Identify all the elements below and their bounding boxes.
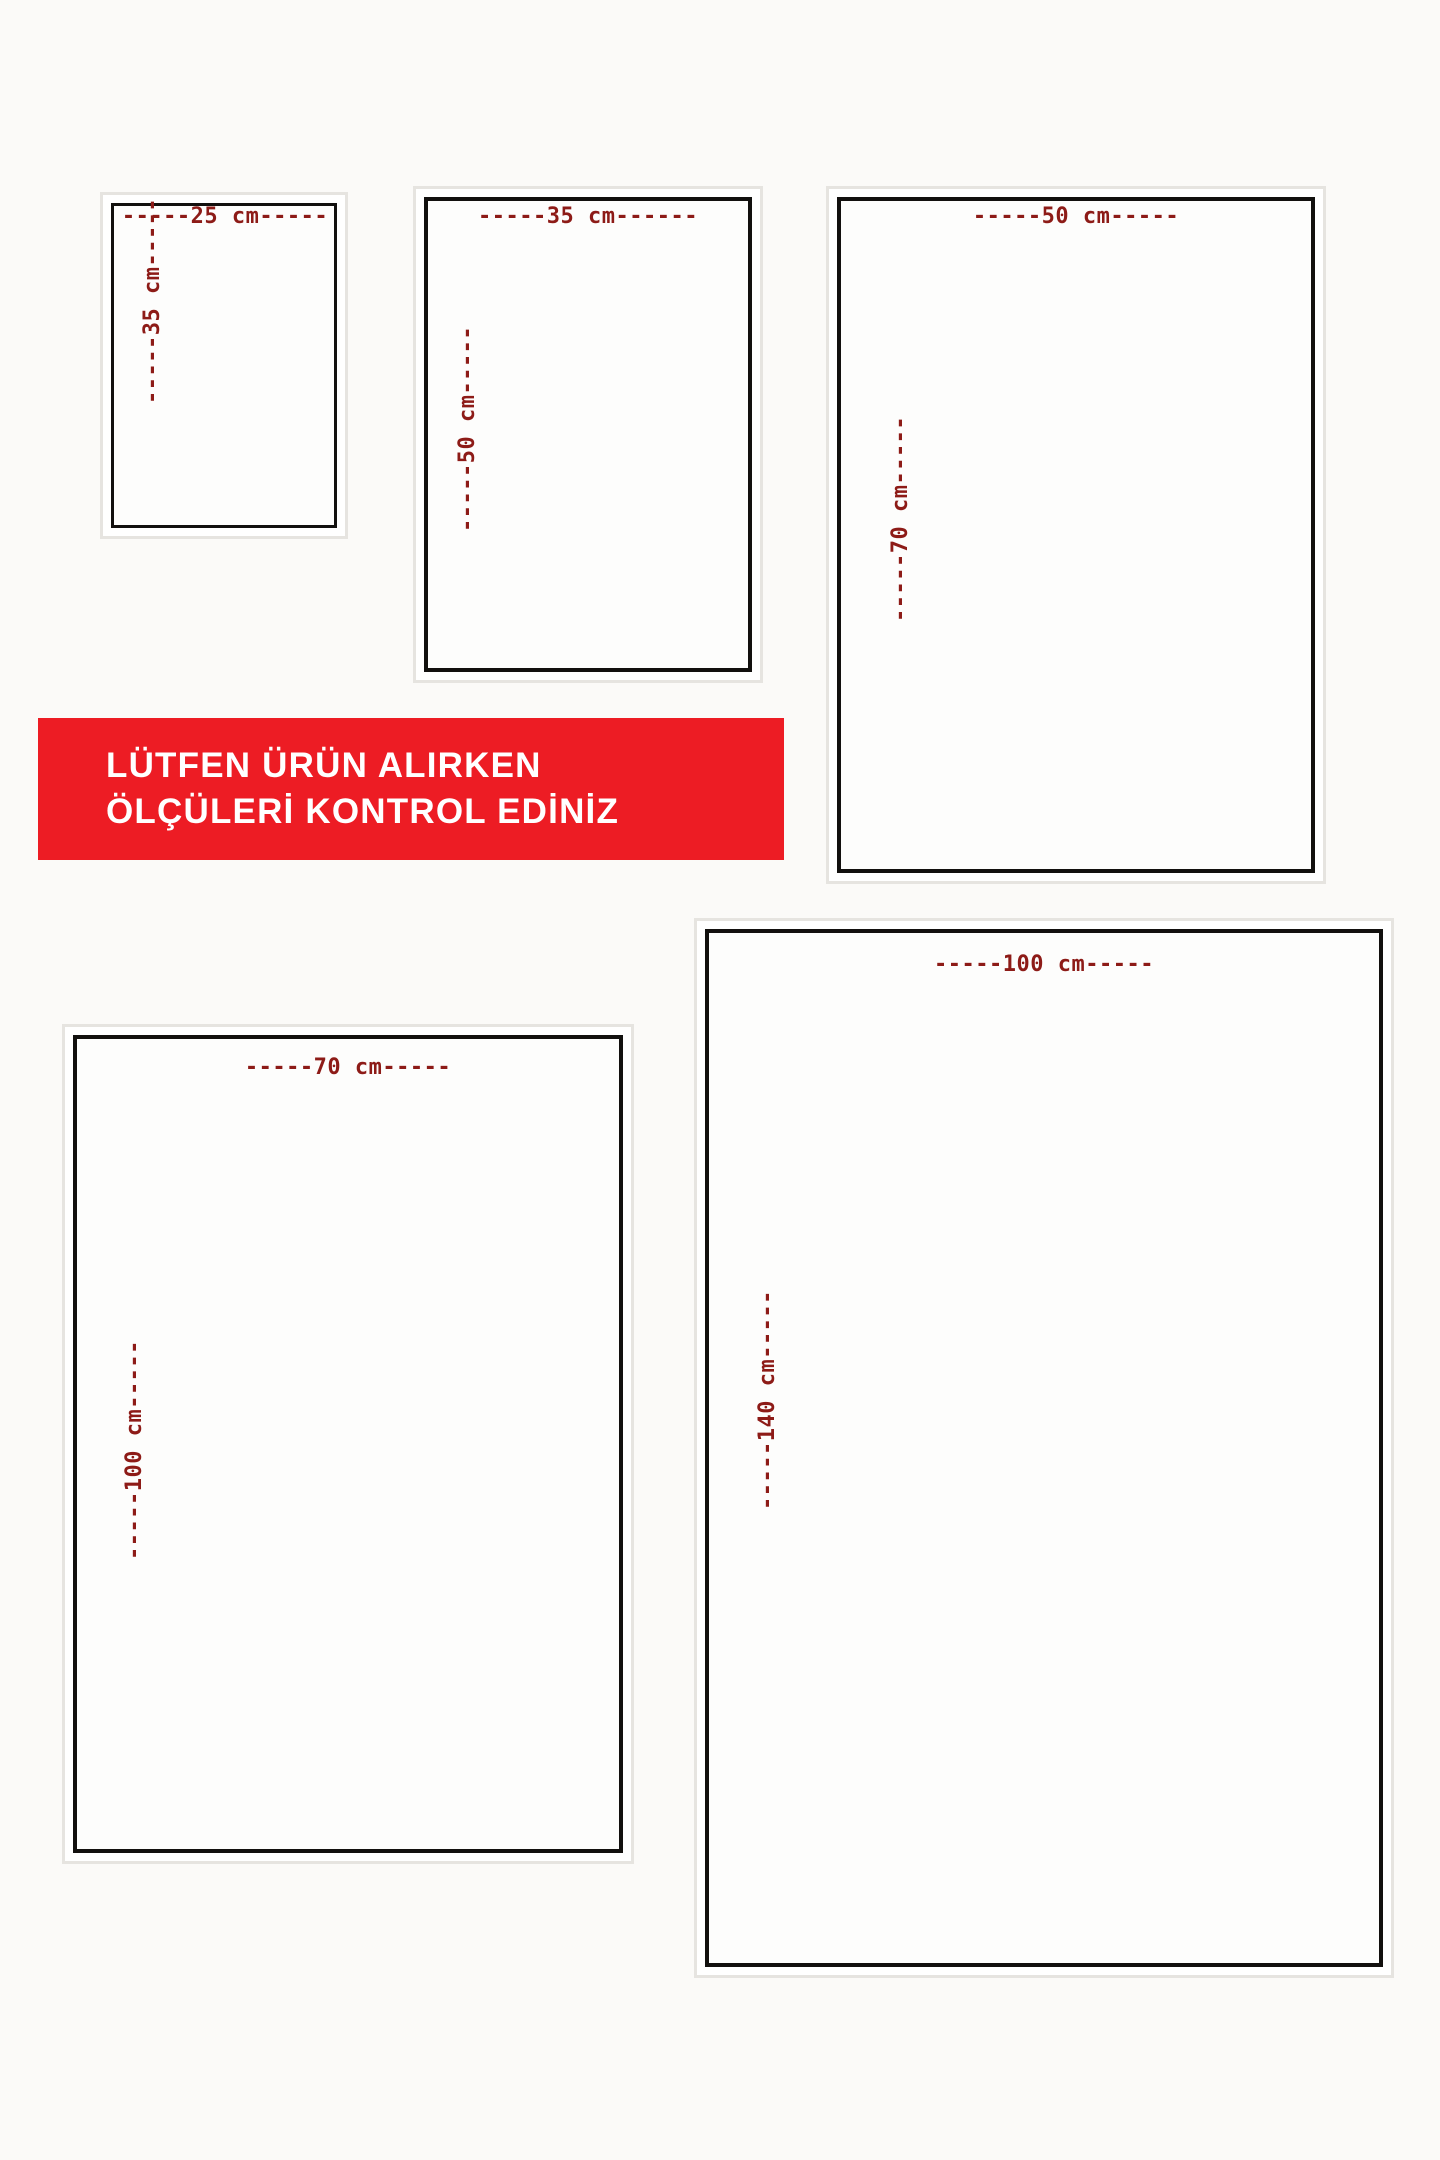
frame-70x100-width-label: -----70 cm----- xyxy=(244,1055,452,1080)
frame-25x35-width-label: -----25 cm----- xyxy=(121,204,329,229)
frame-70x100 xyxy=(62,1024,634,1864)
frame-35x50-height-label: -----50 cm----- xyxy=(455,325,480,532)
frame-50x70-height-label: -----70 cm----- xyxy=(888,415,913,622)
frame-50x70-width-label: -----50 cm----- xyxy=(972,204,1180,229)
warning-banner-line-2: ÖLÇÜLERİ KONTROL EDİNİZ xyxy=(106,792,620,831)
frame-100x140-width-label: -----100 cm----- xyxy=(934,952,1154,977)
frame-100x140 xyxy=(694,918,1394,1978)
warning-banner xyxy=(38,718,784,860)
warning-banner-line-1: LÜTFEN ÜRÜN ALIRKEN xyxy=(106,745,542,785)
frame-35x50-width-label: -----35 cm------ xyxy=(478,204,698,229)
frame-70x100-height-label: -----100 cm----- xyxy=(122,1340,147,1560)
frame-25x35-height-label: -----35 cm----- xyxy=(140,197,165,404)
frame-100x140-inner xyxy=(705,929,1383,1967)
frame-70x100-inner xyxy=(73,1035,623,1853)
frame-25x35 xyxy=(100,192,348,539)
frame-100x140-height-label: -----140 cm----- xyxy=(755,1290,780,1510)
